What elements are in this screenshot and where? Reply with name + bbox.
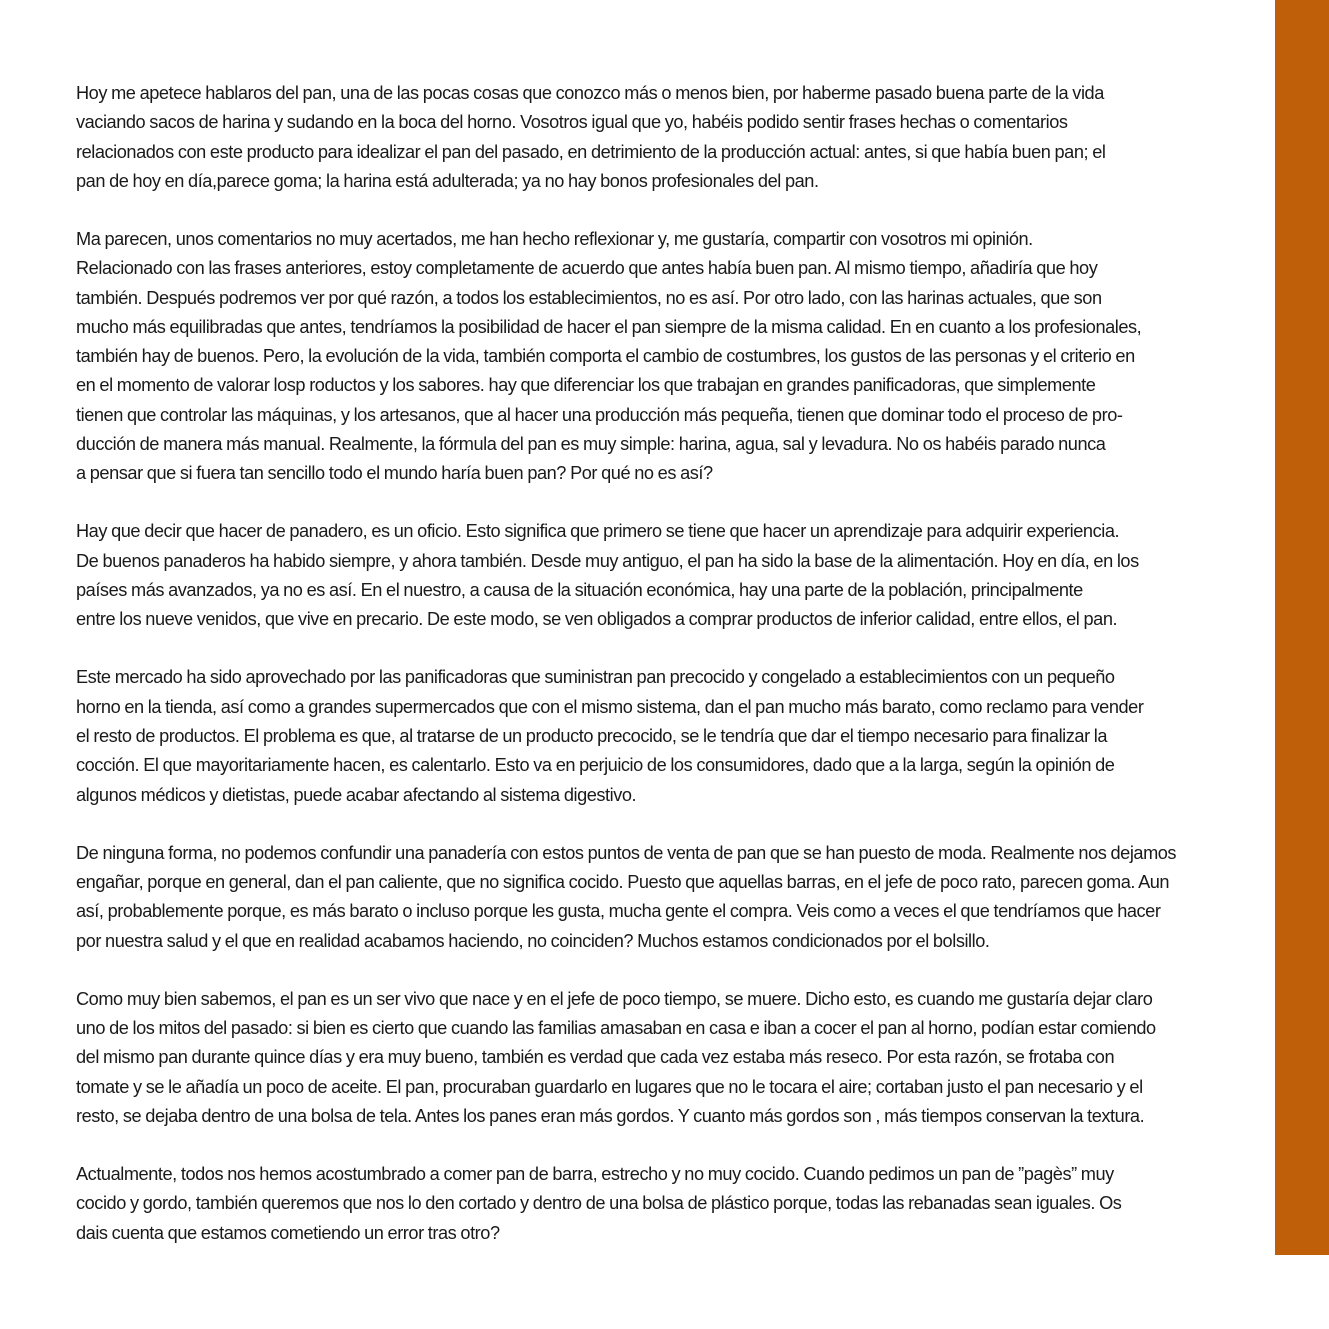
text-line: también hay de buenos. Pero, la evolución de la vida, también comporta el cambio de costumbres, los gustos de las personas y el criterio en: [76, 346, 1135, 367]
text-line: países más avanzados, ya no es así. En el nuestro, a causa de la situación económica, hay una parte de la población, principalmente: [76, 580, 1083, 601]
text-line: vaciando sacos de harina y sudando en la boca del horno. Vosotros igual que yo, habéis podido sentir frases hechas o comentarios: [76, 112, 1068, 133]
text-line: a pensar que si fuera tan sencillo todo el mundo haría buen pan? Por qué no es así?: [76, 463, 713, 484]
text-line: del mismo pan durante quince días y era muy bueno, también es verdad que cada vez estaba más reseco. Por esta razón, se frotaba con: [76, 1047, 1115, 1068]
text-line: cocido y gordo, también queremos que nos lo den cortado y dentro de una bolsa de plástico porque, todas las rebanadas sean iguales. Os: [76, 1193, 1122, 1214]
text-line: Hay que decir que hacer de panadero, es un oficio. Esto significa que primero se tiene que hacer un aprendizaje para adquirir experiencia.: [76, 521, 1120, 542]
paragraph-1: [76, 79, 1271, 196]
text-line: entre los nueve venidos, que vive en precario. De este modo, se ven obligados a comprar productos de inferior calidad, entre ellos, el pan.: [76, 609, 1118, 630]
text-line: tienen que controlar las máquinas, y los artesanos, que al hacer una producción más pequeña, tienen que dominar todo el proceso de pro-: [76, 404, 1123, 425]
paragraph-3: [76, 517, 1271, 634]
text-line: Hoy me apetece hablaros del pan, una de las pocas cosas que conozco más o menos bien, por haberme pasado buena parte de la vida: [76, 83, 1104, 103]
text-line: horno en la tienda, así como a grandes supermercados que con el mismo sistema, dan el pan mucho más barato, como reclamo para vender: [76, 696, 1144, 717]
text-line: Ma parecen, unos comentarios no muy acertados, me han hecho reflexionar y, me gustaría, compartir con vosotros mi opinión.: [76, 228, 1033, 249]
article-body: [76, 79, 1271, 1277]
text-line: Relacionado con las frases anteriores, estoy completamente de acuerdo que antes había buen pan. Al mismo tiempo, añadiría que hoy: [76, 258, 1098, 279]
text-line: mucho más equilibradas que antes, tendríamos la posibilidad de hacer el pan siempre de la misma calidad. En en cuanto a los profesionales,: [76, 316, 1142, 337]
text-line: algunos médicos y dietistas, puede acabar afectando al sistema digestivo.: [76, 784, 637, 805]
side-color-bar: [1275, 0, 1329, 1255]
text-line: Como muy bien sabemos, el pan es un ser vivo que nace y en el jefe de poco tiempo, se muere. Dicho esto, es cuando me gustaría dejar claro: [76, 988, 1153, 1009]
paragraph-4: [76, 663, 1271, 809]
text-line: pan de hoy en día,parece goma; la harina está adulterada; ya no hay bonos profesionales del pan.: [76, 170, 819, 191]
paragraph-2: [76, 225, 1271, 489]
text-line: tomate y se le añadía un poco de aceite. El pan, procuraban guardarlo en lugares que no le tocara el aire; cortaban justo el pan necesario y el: [76, 1076, 1143, 1097]
paragraph-5: [76, 839, 1271, 956]
text-line: ducción de manera más manual. Realmente, la fórmula del pan es muy simple: harina, agua, sal y levadura. No os habéis parado nunca: [76, 434, 1106, 455]
text-line: Actualmente, todos nos hemos acostumbrado a comer pan de barra, estrecho y no muy cocido. Cuando pedimos un pan de ”pagès” muy: [76, 1163, 1114, 1184]
text-line: en el momento de valorar losp roductos y los sabores. hay que diferenciar los que trabajan en grandes panificadoras, que simplemente: [76, 375, 1096, 396]
text-line: cocción. El que mayoritariamente hacen, es calentarlo. Esto va en perjuicio de los consumidores, dado que a la larga, según la opinión de: [76, 755, 1115, 776]
text-line: De ninguna forma, no podemos confundir una panadería con estos puntos de venta de pan que se han puesto de moda. Realmente nos dejamos: [76, 842, 1177, 863]
paragraph-7: [76, 1160, 1271, 1248]
text-line: resto, se dejaba dentro de una bolsa de tela. Antes los panes eran más gordos. Y cuanto más gordos son , más tiempos conservan la textura.: [76, 1105, 1145, 1126]
text-line: De buenos panaderos ha habido siempre, y ahora también. Desde muy antiguo, el pan ha sido la base de la alimentación. Hoy en día, en los: [76, 550, 1139, 571]
paragraph-6: [76, 985, 1271, 1131]
text-line: Este mercado ha sido aprovechado por las panificadoras que suministran pan precocido y congelado a establecimientos con un pequeño: [76, 667, 1115, 688]
text-line: relacionados con este producto para idealizar el pan del pasado, en detrimiento de la producción actual: antes, si que había buen pan; el: [76, 141, 1106, 162]
text-line: así, probablemente porque, es más barato o incluso porque les gusta, mucha gente el compra. Veis como a veces el que tendríamos que hacer: [76, 901, 1161, 922]
text-line: el resto de productos. El problema es que, al tratarse de un producto precocido, se le tendría que dar el tiempo necesario para finalizar la: [76, 726, 1108, 747]
text-line: uno de los mitos del pasado: si bien es cierto que cuando las familias amasaban en casa e iban a cocer el pan al horno, podían estar comiendo: [76, 1018, 1156, 1038]
text-line: también. Después podremos ver por qué razón, a todos los establecimientos, no es así. Por otro lado, con las harinas actuales, que son: [76, 287, 1102, 308]
text-line: dais cuenta que estamos cometiendo un error tras otro?: [76, 1222, 500, 1243]
text-line: engañar, porque en general, dan el pan caliente, que no significa cocido. Puesto que aquellas barras, en el jefe de poco rato, parecen goma. Aun: [76, 872, 1170, 893]
text-line: por nuestra salud y el que en realidad acabamos haciendo, no coinciden? Muchos estamos condicionados por el bolsillo.: [76, 930, 990, 951]
